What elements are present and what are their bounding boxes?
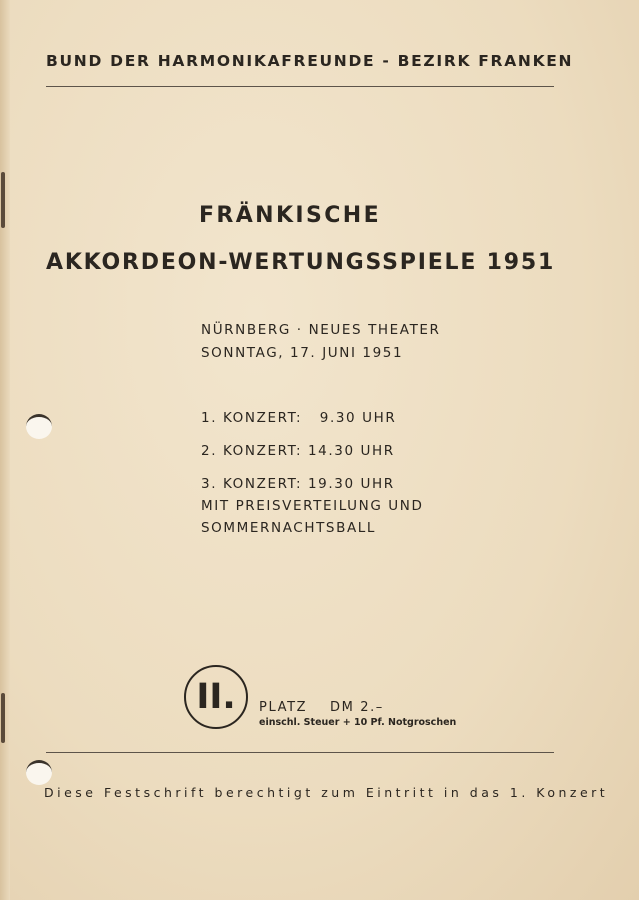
admission-note: Diese Festschrift berechtigt zum Eintritt in das 1. Konzert [44,785,609,800]
concert-2: 2. KONZERT: 14.30 UHR [201,443,395,459]
header-divider [46,86,554,87]
title-line-2: AKKORDEON-WERTUNGSSPIELE 1951 [46,250,556,275]
concert-3-note-line-1: MIT PREISVERTEILUNG UND [201,498,424,514]
seat-class-label: II. [196,676,236,717]
venue-place: NÜRNBERG · NEUES THEATER [201,322,441,338]
concert-3: 3. KONZERT: 19.30 UHR [201,476,395,492]
organization-header: BUND DER HARMONIKAFREUNDE - BEZIRK FRANKEN [46,52,574,70]
staple-bottom [1,693,5,743]
punch-hole-upper [26,414,52,439]
ticket-tax-note: einschl. Steuer + 10 Pf. Notgroschen [259,717,457,728]
concert-1: 1. KONZERT: 9.30 UHR [201,410,397,426]
punch-hole-lower [26,760,52,785]
venue-date: SONNTAG, 17. JUNI 1951 [201,345,404,361]
title-line-1: FRÄNKISCHE [198,203,382,228]
concert-3-note-line-2: SOMMERNACHTSBALL [201,520,377,536]
page-binding-edge [0,0,10,900]
ticket-price: PLATZ DM 2.– [259,700,384,715]
seat-class-badge [184,665,248,729]
footer-divider [46,752,554,753]
